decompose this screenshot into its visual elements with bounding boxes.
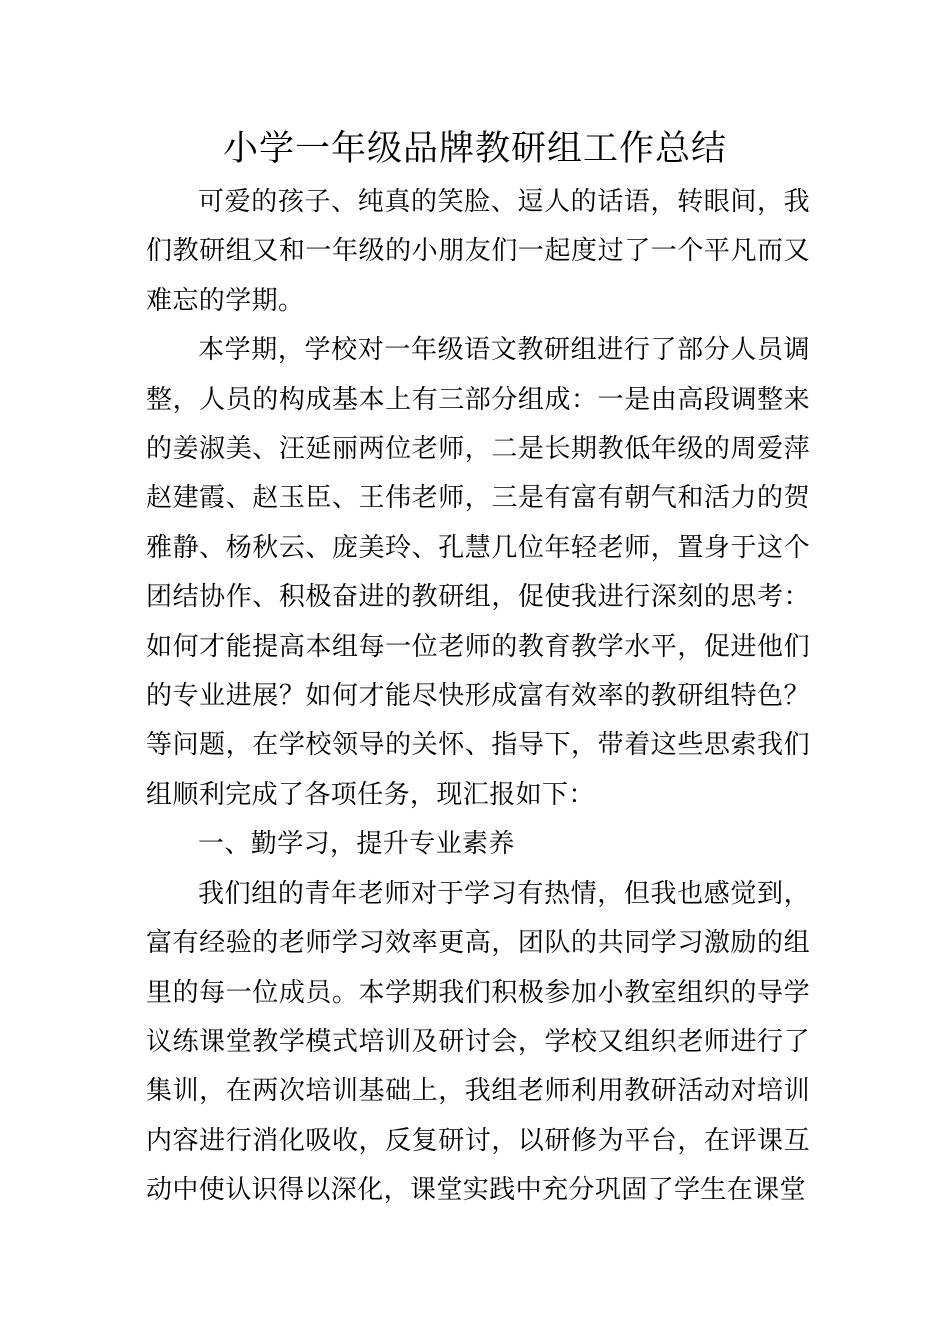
section-heading-study: 一、勤学习，提升专业素养 [198, 829, 515, 860]
paragraph-intro: 可爱的孩子、纯真的笑脸、逗人的话语，转眼间，我们教研组又和一年级的小朋友们一起度过了一个平凡而又难忘的学期。 [146, 187, 810, 316]
document-body [146, 178, 810, 1216]
paragraph-study: 我们组的青年老师对于学习有热情，但我也感觉到，富有经验的老师学习效率更高，团队的共同学习激励的组里的每一位成员。本学期我们积极参加小教室组织的导学议练课堂教学模式培训及研讨会，学校又组织老师进行了集训，在两次培训基础上，我组老师利用教研活动对培训内容进行消化吸收，反复研讨，以研修为平台，在评课互动中使认识得以深化，课堂实践中充分巩固了学生在课堂 [146, 878, 810, 1206]
paragraph-team-composition: 本学期，学校对一年级语文教研组进行了部分人员调整，人员的构成基本上有三部分组成：一是由高段调整来的姜淑美、汪延丽两位老师，二是长期教低年级的周爱萍赵建霞、赵玉臣、王伟老师，三是有富有朝气和活力的贺雅静、杨秋云、庞美玲、孔慧几位年轻老师，置身于这个团结协作、积极奋进的教研组，促使我进行深刻的思考：如何才能提高本组每一位老师的教育教学水平，促进他们的专业进展？如何才能尽快形成富有效率的教研组特色？等问题，在学校领导的关怀、指导下，带着这些思索我们组顺利完成了各项任务，现汇报如下： [146, 335, 810, 810]
document-title: 小学一年级品牌教研组工作总结 [222, 129, 727, 169]
